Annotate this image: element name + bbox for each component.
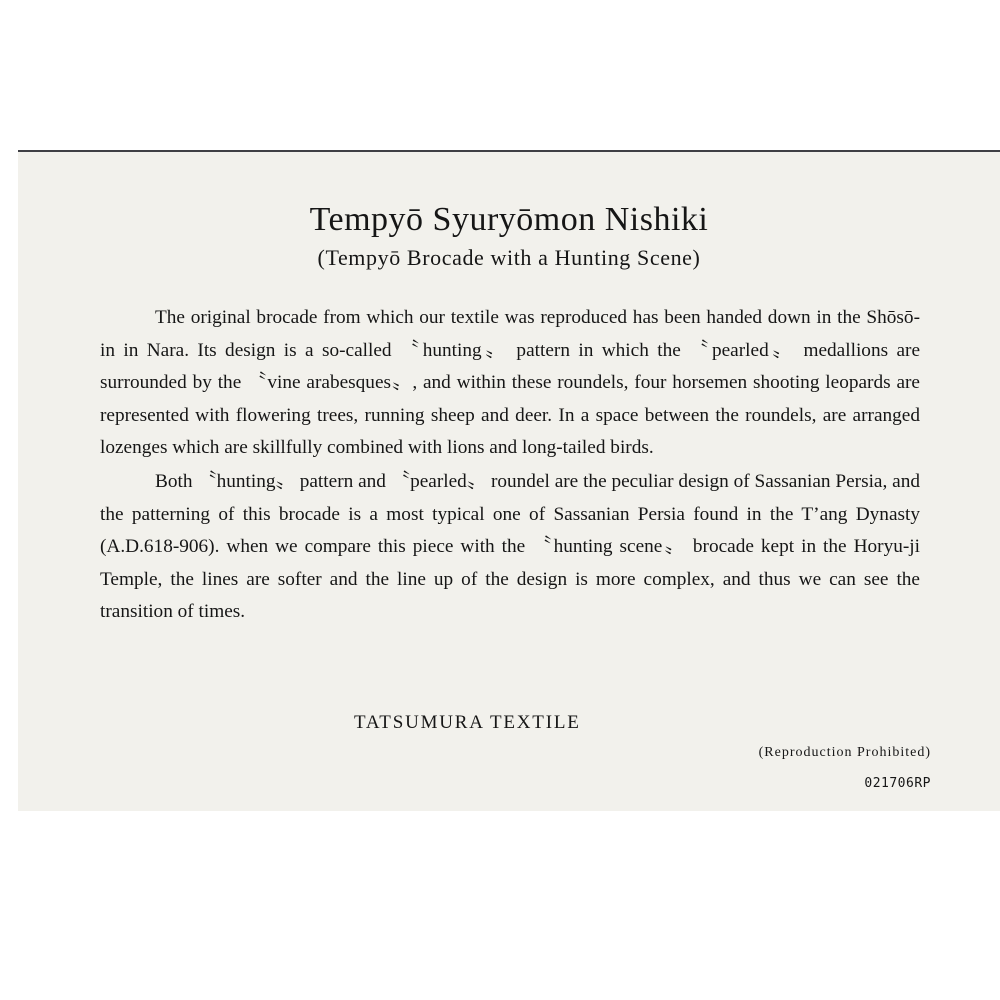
reproduction-notice: (Reproduction Prohibited): [758, 745, 931, 760]
description-card: [18, 150, 1000, 811]
body-paragraph-2: Both 〝hunting〟 pattern and 〝pearled〟 roundel are the peculiar design of Sassanian Persia, and the patterning of this brocade is a most typical one of Sassanian Persia found in the T’ang Dynasty (A.D.618-906). when we compare this piece with the 〝hunting scene〟 brocade kept in the Horyu-ji Temple, the lines are softer and the line up of the design is more complex, and thus we can see the transition of times.: [100, 470, 920, 623]
card-body: [100, 302, 920, 629]
card-title: Tempyō Syuryōmon Nishiki: [309, 201, 709, 238]
card-subtitle: (Tempyō Brocade with a Hunting Scene): [317, 245, 701, 270]
company-signature: TATSUMURA TEXTILE: [354, 712, 581, 733]
body-paragraph-1: The original brocade from which our textile was reproduced has been handed down in the Shōsō-in in Nara. Its design is a so-called 〝hunting〟 pattern in which the 〝pearled〟 medallions are surrounded by the 〝vine arabesques〟, and within these roundels, four horsemen shooting leopards are represented with flowering trees, running sheep and deer. In a space between the roundels, are arranged lozenges which are skillfully combined with lions and long-tailed birds.: [100, 307, 920, 459]
product-code: 021706RP: [864, 776, 931, 791]
